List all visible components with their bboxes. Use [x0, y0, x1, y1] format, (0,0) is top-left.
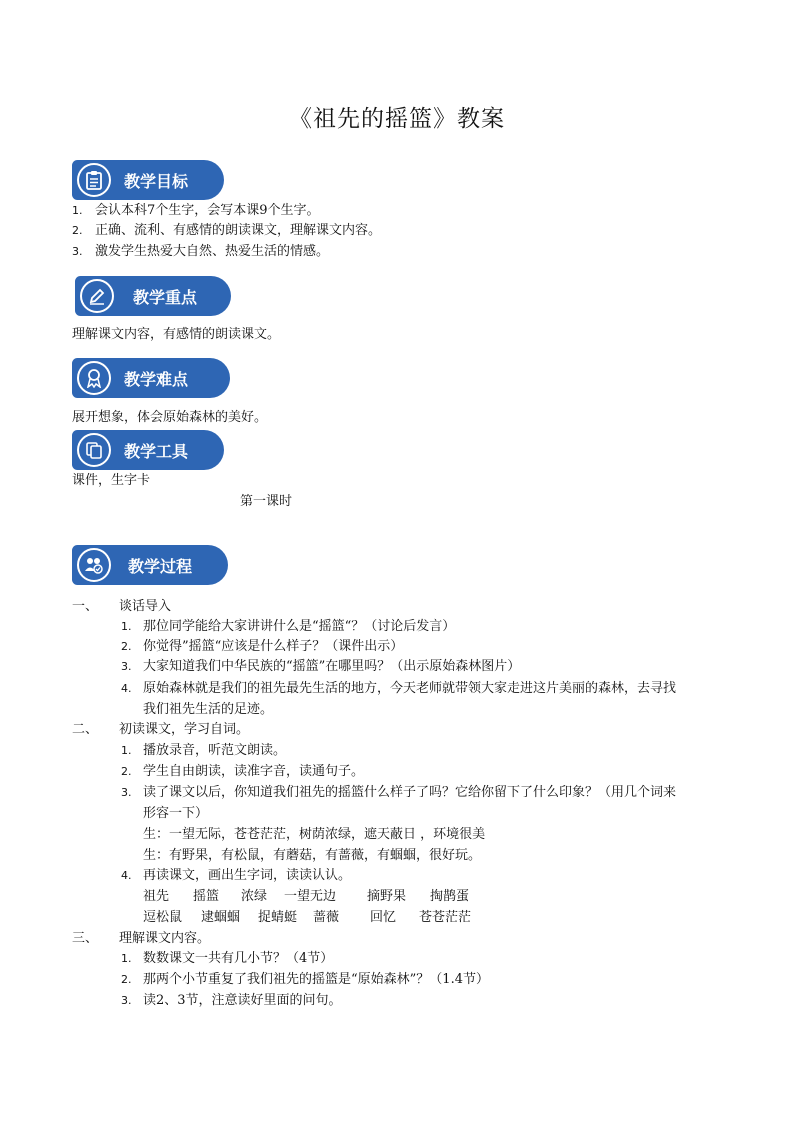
section-label: 教学工具 — [124, 442, 189, 461]
list-item-continued: 形容一下） — [143, 806, 209, 821]
step-title: 初读课文，学习自词。 — [119, 722, 250, 737]
vocab-word: 苍苍茫茫 — [419, 910, 472, 925]
clipboard-icon — [85, 170, 103, 190]
vocab-word: 掏鹊蛋 — [430, 889, 470, 904]
list-number: 1. — [72, 204, 83, 217]
list-number: 2. — [121, 973, 132, 986]
list-number: 2. — [121, 765, 132, 778]
list-item: 学生自由朗读，读准字音，读通句子。 — [143, 764, 365, 779]
copy-icon — [84, 440, 104, 460]
list-item: 那位同学能给大家讲讲什么是“摇篮“？（讨论后发言） — [143, 619, 456, 634]
vocab-word: 逗松鼠 — [143, 910, 183, 925]
vocab-word: 蔷薇 — [313, 910, 340, 925]
list-number: 3. — [121, 660, 132, 673]
step-marker: 三、 — [72, 931, 99, 946]
section-tag-difficulty — [72, 358, 230, 398]
paragraph: 展开想象，体会原始森林的美好。 — [72, 410, 268, 425]
section-label: 教学目标 — [124, 172, 189, 191]
list-item: 会认本科7个生字，会写本课9个生字。 — [95, 203, 320, 218]
page-title: 《祖先的摇篮》教案 — [289, 106, 505, 132]
section-label: 教学难点 — [124, 370, 189, 389]
paragraph: 理解课文内容，有感情的朗读课文。 — [72, 327, 281, 342]
list-item: 再读课文，画出生字词，读读认认。 — [143, 868, 352, 883]
award-ribbon-icon — [85, 368, 103, 388]
vocab-word: 祖先 — [143, 889, 170, 904]
list-item: 数数课文一共有几小节？（4节） — [143, 951, 334, 966]
vocab-word: 捉蜻蜓 — [258, 910, 298, 925]
list-number: 1. — [121, 620, 132, 633]
step-marker: 一、 — [72, 599, 99, 614]
vocab-word: 浓绿 — [241, 889, 268, 904]
step-title: 理解课文内容。 — [119, 931, 211, 946]
list-item: 原始森林就是我们的祖先最先生活的地方，今天老师就带领大家走进这片美丽的森林，去寻找 — [143, 681, 677, 696]
list-number: 4. — [121, 869, 132, 882]
student-answer: 生：一望无际，苍苍茫茫，树荫浓绿，遮天蔽日 ，环境很美 — [143, 827, 486, 842]
step-marker: 二、 — [72, 722, 99, 737]
step-title: 谈话导入 — [119, 599, 172, 614]
section-tag-tools — [72, 430, 224, 470]
vocab-row-2 — [0, 908, 794, 928]
list-item: 你觉得”摇篮“应该是什么样子？（课件出示） — [143, 639, 404, 654]
student-answer: 生：有野果，有松鼠，有蘑菇，有蔷薇，有蝈蝈，很好玩。 — [143, 848, 482, 863]
list-item-continued: 我们祖先生活的足迹。 — [143, 702, 274, 717]
section-label: 教学重点 — [133, 288, 198, 307]
vocab-word: 回忆 — [370, 910, 397, 925]
list-number: 2. — [72, 224, 83, 237]
list-number: 3. — [121, 994, 132, 1007]
period-heading: 第一课时 — [240, 494, 293, 509]
list-item: 读了课文以后，你知道我们祖先的摇篮什么样子了吗？它给你留下了什么印象？（用几个词来 — [143, 785, 677, 800]
list-number: 2. — [121, 640, 132, 653]
vocab-word: 摘野果 — [367, 889, 407, 904]
list-number: 1. — [121, 744, 132, 757]
list-number: 1. — [121, 952, 132, 965]
list-item: 播放录音，听范文朗读。 — [143, 743, 287, 758]
list-number: 3. — [121, 786, 132, 799]
vocab-row-1 — [0, 887, 794, 907]
list-item: 大家知道我们中华民族的“摇篮”在哪里吗？（出示原始森林图片） — [143, 659, 521, 674]
section-tag-key — [75, 276, 231, 316]
list-item: 读2、3节，注意读好里面的问句。 — [143, 993, 342, 1008]
section-tag-process — [72, 545, 228, 585]
vocab-word: 逮蝈蝈 — [201, 910, 241, 925]
list-number: 4. — [121, 682, 132, 695]
list-number: 3. — [72, 245, 83, 258]
section-tag-goals — [72, 160, 224, 200]
vocab-word: 一望无边 — [284, 889, 337, 904]
vocab-word: 摇篮 — [193, 889, 220, 904]
people-icon — [83, 555, 105, 575]
paragraph: 课件，生字卡 — [72, 473, 151, 488]
section-label: 教学过程 — [128, 557, 193, 576]
list-item: 正确、流利、有感情的朗读课文，理解课文内容。 — [95, 223, 382, 238]
pencil-icon — [87, 286, 107, 306]
list-item: 激发学生热爱大自然、热爱生活的情感。 — [95, 244, 330, 259]
list-item: 那两个小节重复了我们祖先的摇篮是“原始森林”？（1.4节） — [143, 972, 489, 987]
